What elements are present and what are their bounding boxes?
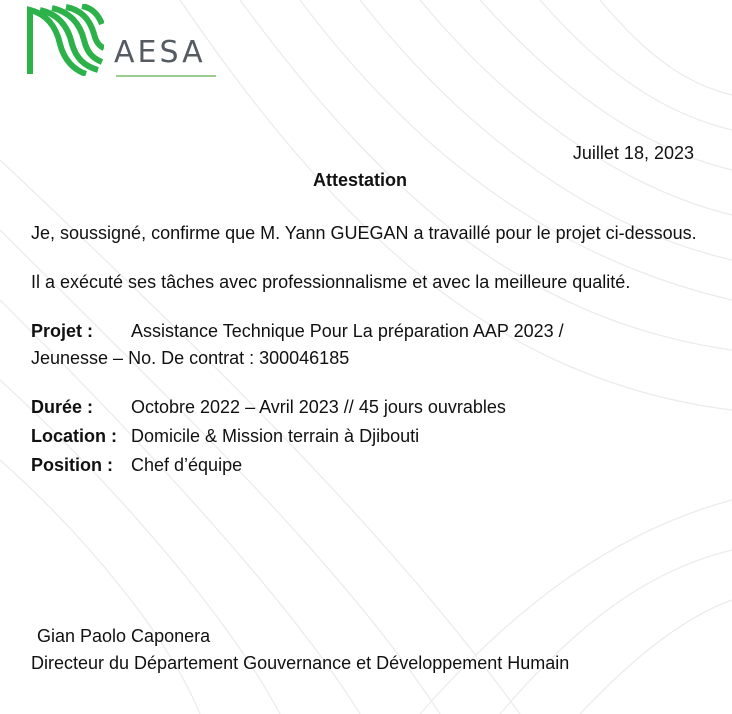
letter-date: Juillet 18, 2023: [572, 143, 694, 163]
aesa-logo-mark-icon: [26, 4, 104, 76]
project-field: [31, 318, 703, 345]
position-label: Position :: [31, 455, 113, 475]
project-label: Projet :: [31, 321, 94, 341]
position-field: [31, 452, 703, 479]
letter-title: Attestation: [313, 170, 407, 190]
quality-paragraph: Il a exécuté ses tâches avec professionnalisme et avec la meilleure qualité.: [31, 272, 631, 292]
position-value: Chef d’équipe: [131, 455, 243, 475]
location-value: Domicile & Mission terrain à Djibouti: [131, 426, 420, 446]
aesa-logo: [26, 4, 206, 78]
duration-field: [31, 394, 703, 421]
project-block: [31, 318, 703, 372]
signatory-role: Directeur du Département Gouvernance et Développement Humain: [31, 653, 570, 673]
confirmation-paragraph: Je, soussigné, confirme que M. Yann GUEGAN a travaillé pour le projet ci-dessous.: [31, 223, 697, 243]
details-block: [31, 394, 703, 479]
duration-label: Durée :: [31, 397, 94, 417]
location-label: Location :: [31, 426, 117, 446]
signature-block: [31, 623, 569, 677]
signatory-name: Gian Paolo Caponera: [37, 626, 211, 646]
location-field: [31, 423, 703, 450]
project-value-line2: Jeunesse – No. De contrat : 300046185: [31, 348, 350, 368]
logo-wordmark: AESA: [114, 35, 206, 70]
letter-body: [31, 220, 703, 481]
logo-underline: [116, 75, 216, 77]
duration-value: Octobre 2022 – Avril 2023 // 45 jours ouvrables: [131, 397, 506, 417]
project-value-line1: Assistance Technique Pour La préparation AAP 2023 /: [131, 321, 564, 341]
